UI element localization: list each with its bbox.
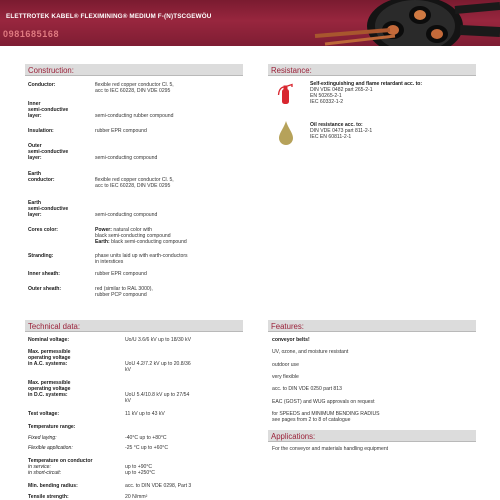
technical-label: Temperature on conductor	[28, 458, 93, 464]
cores-color-power: Power: natural color with	[95, 227, 152, 233]
feature-item: conveyor belts!	[272, 337, 310, 343]
fire-extinguisher-icon	[275, 82, 295, 106]
construction-label: layer:	[28, 113, 42, 119]
construction-value: phase units laid up with earth-conductors	[95, 253, 188, 259]
construction-label: Insulation:	[28, 128, 54, 134]
oil-resistance-standard: DIN VDE 0473 part 811-2-1	[310, 128, 373, 134]
construction-label: Outer	[28, 143, 42, 149]
technical-value: UoU 5.4/10.8 kV up to 27/54	[125, 392, 190, 398]
construction-label: Stranding:	[28, 253, 54, 259]
construction-value: rubber PCP compound	[95, 292, 147, 298]
construction-label: Conductor:	[28, 82, 56, 88]
technical-value: -40°C up to +80°C	[125, 435, 167, 441]
technical-heading: Technical data:	[25, 320, 243, 332]
construction-label: conductor:	[28, 177, 55, 183]
construction-value: semi-conducting compound	[95, 155, 158, 161]
technical-label: operating voltage	[28, 355, 71, 361]
construction-value: flexible red copper conductor Cl. 5,	[95, 177, 174, 183]
technical-value: acc. to DIN VDE 0298, Part 3	[125, 483, 192, 489]
construction-value: semi-conducting compound	[95, 212, 158, 218]
applications-text: For the conveyor and materials handling equipment	[272, 446, 389, 452]
construction-label: semi-conductive	[28, 149, 69, 155]
construction-label: Inner sheath:	[28, 271, 60, 277]
feature-item: acc. to DIN VDE 0250 part 813	[272, 386, 342, 392]
features-heading: Features:	[268, 320, 476, 332]
applications-heading: Applications:	[268, 430, 476, 442]
construction-label: semi-conductive	[28, 206, 69, 212]
construction-value: in interstices	[95, 259, 124, 265]
technical-label: in D.C. systems:	[28, 392, 68, 398]
technical-label: Max. permessible	[28, 349, 71, 355]
flame-resistance-standard: DIN VDE 0482 part 265-2-1	[310, 87, 373, 93]
technical-value: up to +90°C	[125, 464, 153, 470]
construction-value: red (similar to RAL 3000),	[95, 286, 153, 292]
cores-color-power-cont: black semi-conducting compound	[95, 233, 171, 239]
feature-item: for SPEEDS and MINIMUM BENDING RADIUS	[272, 411, 380, 417]
cores-color-earth: Earth: black semi-conducting compound	[95, 239, 187, 245]
construction-label: Earth	[28, 200, 42, 206]
feature-item: see pages from 2 to 8 of catalogue	[272, 417, 351, 423]
product-title: ELETTROTEK KABEL® FLEXIMINING® MEDIUM F-(N)TSCGEWÖU	[6, 13, 212, 20]
technical-label: Max. permessible	[28, 380, 71, 386]
feature-item: outdoor use	[272, 362, 299, 368]
technical-label: operating voltage	[28, 386, 71, 392]
technical-sublabel: Flexible application:	[28, 445, 73, 451]
technical-value: kV	[125, 367, 131, 373]
construction-label: Outer sheath:	[28, 286, 62, 292]
construction-heading: Construction:	[25, 64, 243, 76]
technical-value: -25 °C up to +60°C	[125, 445, 169, 451]
header-banner	[0, 0, 500, 46]
construction-value: flexible red copper conductor Cl. 5,	[95, 82, 174, 88]
flame-resistance-title: Self-extinguishing and flame retardant acc. to:	[310, 81, 423, 87]
cable-illustration	[215, 0, 500, 46]
technical-label: Tensile strength:	[28, 494, 69, 500]
feature-item: EAC (GOST) and WUG approvals on request	[272, 399, 375, 405]
flame-resistance-standard: IEC 60332-1-2	[310, 99, 344, 105]
construction-label: layer:	[28, 155, 42, 161]
technical-value: 20 N/mm²	[125, 494, 148, 500]
technical-value: UoU 4.2/7.2 kV up to 20.8/36	[125, 361, 191, 367]
construction-value: semi-conducting rubber compound	[95, 113, 174, 119]
product-code: 0981685168	[3, 29, 60, 39]
feature-item: UV, ozone, and moisture resistant	[272, 349, 349, 355]
construction-label: Cores color:	[28, 227, 59, 233]
oil-resistance-standard: IEC EN 60811-2-1	[310, 134, 352, 140]
technical-value: up to +250°C	[125, 470, 155, 476]
flame-resistance-standard: EN 50265-2-1	[310, 93, 342, 99]
technical-sublabel: Fixed laying:	[28, 435, 57, 441]
construction-label: Earth	[28, 171, 42, 177]
oil-drop-icon	[278, 120, 294, 146]
construction-value: rubber EPR compound	[95, 271, 147, 277]
technical-label: Test voltage:	[28, 411, 60, 417]
construction-label: layer:	[28, 212, 42, 218]
resistance-heading: Resistance:	[268, 64, 476, 76]
technical-label: Temperature range:	[28, 424, 76, 430]
technical-value: kV	[125, 398, 131, 404]
technical-label: Min. bending radius:	[28, 483, 78, 489]
construction-value: acc to IEC 60228, DIN VDE 0295	[95, 183, 171, 189]
technical-value: Uo/U 3.6/6 kV up to 18/30 kV	[125, 337, 191, 343]
construction-value: acc to IEC 60228, DIN VDE 0295	[95, 88, 171, 94]
construction-label: semi-conductive	[28, 107, 69, 113]
technical-label: Nominal voltage:	[28, 337, 70, 343]
oil-resistance-title: Oil resistance acc. to:	[310, 122, 363, 128]
construction-label: Inner	[28, 101, 41, 107]
construction-value: rubber EPR compound	[95, 128, 147, 134]
feature-item: very flexible	[272, 374, 299, 380]
technical-sublabel: in service:	[28, 464, 51, 470]
technical-label: in A.C. systems:	[28, 361, 68, 367]
technical-value: 11 kV up to 43 kV	[125, 411, 165, 417]
technical-sublabel: in short-circuit:	[28, 470, 62, 476]
